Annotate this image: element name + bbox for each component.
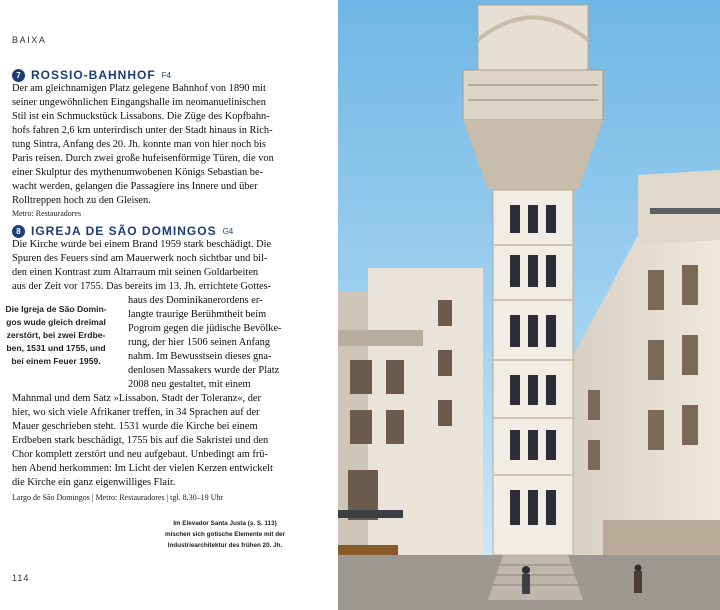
quote-line: ben, 1531 und 1755, und [6,343,106,353]
body-line: einer Skulptur des mythenumwobenen Königs Sebastian be- [12,167,264,178]
body-line: Paris reisen. Durch zwei große hufeisenförmige Türen, die von [12,153,274,164]
pull-quote [0,303,112,368]
quote-line: gos wude gleich dreimal [6,317,106,327]
text-page [0,0,338,610]
body-line: hier, wo sich viele Afrikaner treffen, in 34 Sprachen auf der [12,407,260,418]
quote-line: bei einem Feuer 1959. [11,356,101,366]
quote-line: Die Igreja de São Domin- [5,304,107,314]
body-line: langte traurige Berühmtheit beim [128,309,267,320]
caption-line: Im Elevador Santa Justa (s. S. 113) [173,520,277,527]
body-line: Mauer geschrieben steht. 1531 wurde die Kirche bei einem [12,421,258,432]
section-body-full [12,238,312,294]
page-number: 114 [12,573,30,583]
body-line: haus des Dominikanerordens er- [128,295,263,306]
body-line: denlosen Massakers wurde der Platz [128,365,280,376]
section-number-badge: 8 [12,225,25,238]
body-line: Der am gleichnamigen Platz gelegene Bahnhof von 1890 mit [12,83,266,94]
body-line: hofs fahren 2,6 km unterirdisch unter der Stadt hinaus in Rich- [12,125,273,136]
body-line: nahm. Im Bewusstsein dieses gna- [128,351,272,362]
running-header: BAIXA [12,35,47,45]
body-line: hen Abend herkommen: Im Licht der vielen Kerzen entwickelt [12,463,273,474]
body-line: Spuren des Feuers sind am Mauerwerk noch sichtbar und bil- [12,253,268,264]
body-line: den einen Kontrast zum Altarraum mit seinen Goldarbeiten [12,267,259,278]
body-line: Mahnmal und dem Satz »Lissabon. Stadt der Toleranz«, der [12,393,261,404]
photo-caption [150,518,300,551]
body-line: tung Sintra, Anfang des 20. Jh. konnte man von hier noch bis [12,139,266,150]
body-line: Pogrom gegen die jüdische Bevölke- [128,323,282,334]
body-line: seiner ungewöhnlichen Eingangshalle im neomanuelinischen [12,97,266,108]
body-line: aus der Zeit vor 1755. Das bereits im 13. Jh. errichtete Gottes- [12,281,272,292]
body-line: die Kirche ein ganz eigenwilliges Flair. [12,477,176,488]
section-title: ROSSIO-BAHNHOF [31,68,156,82]
body-line: wacht werden, gelangen die Passagiere ins Innere und über [12,181,258,192]
quote-line: zerstört, bei zwei Erdbe- [6,330,106,340]
caption-line: Industriearchitektur des frühen 20. Jh. [167,542,283,549]
body-line: 2008 neu gestaltet, mit einem [128,379,251,390]
section-title: IGREJA DE SÃO DOMINGOS [31,224,217,238]
body-line: Erdbeben stark beschädigt, 1755 bis auf die Sakristei und den [12,435,269,446]
body-line: rung, der hier 1506 seinen Anfang [128,337,270,348]
body-line: Rolltreppen hoch zu den Gleisen. [12,195,151,206]
section-body-rest [12,392,312,490]
body-line: Chor komplett zerstört und neu aufgebaut. Unbedingt am frü- [12,449,268,460]
section-number-badge: 7 [12,69,25,82]
body-line: Stil ist ein Schmuckstück Lissabons. Die Züge des Kopfbahn- [12,111,270,122]
section-meta: Largo de São Domingos | Metro: Restauradores | tgl. 8.30–19 Uhr [12,493,224,502]
section-body-rossio [12,82,312,208]
elevator-photo [338,0,720,610]
caption-line: mischen sich gotische Elemente mit der [164,531,286,538]
section-heading-sao-domingos [12,224,233,238]
section-body-narrow [128,294,312,392]
body-line: Die Kirche wurde bei einem Brand 1959 stark beschädigt. Die [12,239,272,250]
map-grid-ref: F4 [161,70,172,80]
map-grid-ref: G4 [222,226,234,236]
section-meta: Metro: Restauradores [12,209,82,218]
section-heading-rossio [12,68,171,82]
elevador-santa-justa-illustration [338,0,720,610]
